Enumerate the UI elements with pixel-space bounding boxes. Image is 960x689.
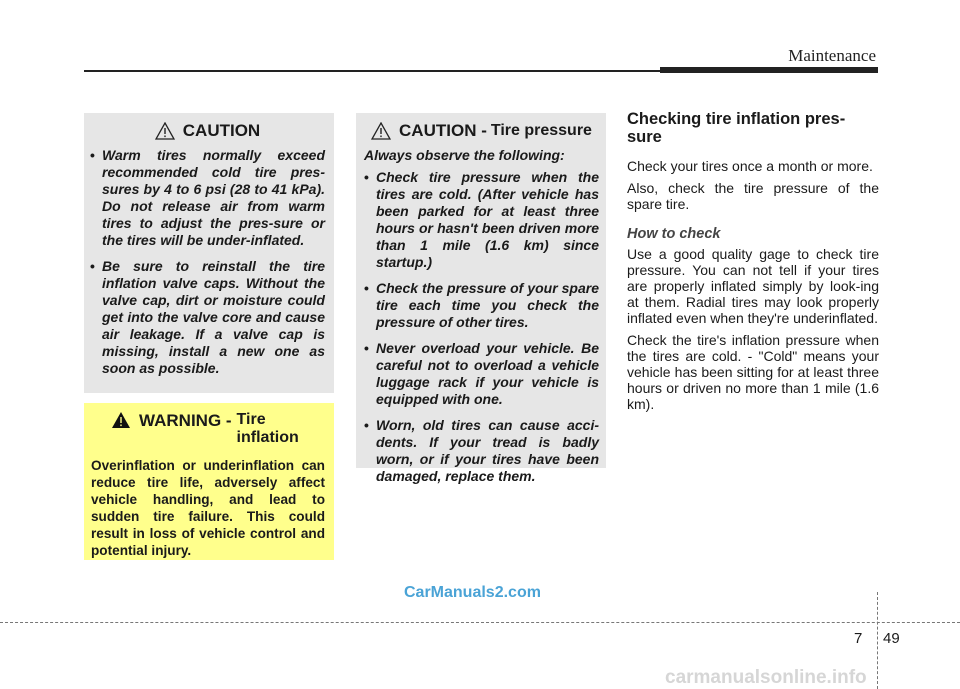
footer-rule	[0, 622, 960, 623]
warning-title-row	[111, 411, 325, 447]
right-column	[627, 110, 879, 418]
caution-title: CAUTION -	[399, 121, 487, 140]
warning-triangle-outline-icon	[371, 122, 391, 140]
paragraph: Use a good quality gage to check tire pressure. You can not tell if your tires are properly inflated simply by look-ing at them. Radial tires may look properly inflated even when they're underinflated.	[627, 246, 879, 326]
header-rule	[84, 70, 660, 72]
list-item: • Check tire pressure when the tires are cold. (After vehicle has been parked for at least three hours or hasn't been driven more than 1 mile (1.6 km) since startup.)	[364, 169, 599, 271]
caution-title-row	[364, 121, 599, 141]
warning-triangle-filled-icon	[111, 411, 131, 429]
caution-tire-pressure-box	[356, 113, 606, 484]
subheading: How to check	[627, 226, 721, 242]
caution-box	[84, 113, 334, 393]
page-number: 49	[883, 630, 900, 647]
warning-subtitle: Tire inflation	[236, 411, 299, 446]
warning-box	[84, 403, 334, 560]
section-heading: Checking tire inflation pres-sure	[627, 110, 846, 146]
caution-title: CAUTION	[182, 121, 261, 140]
list-item: • Worn, old tires can cause acci-dents. If your tread is badly worn, or if your tires have been damaged, replace them.	[364, 417, 599, 485]
list-item: • Warm tires normally exceed recommended cold tire pres-sures by 4 to 6 psi (28 to 41 kPa). Do not release air from warm tires to adjust the pres-sure or the tires will be under-inflated.	[90, 147, 325, 249]
caution-subtitle: Tire pressure	[490, 122, 592, 139]
warning-body: Overinflation or underinflation can reduce tire life, adversely affect vehicle handling, and lead to sudden tire failure. This could result in loss of vehicle control and potential injury.	[91, 458, 325, 558]
list-item: • Never overload your vehicle. Be careful not to overload a vehicle luggage rack if your vehicle is equipped with one.	[364, 340, 599, 408]
paragraph: Also, check the tire pressure of the spare tire.	[627, 180, 879, 212]
caution-list	[90, 147, 325, 377]
paragraph: Check the tire's inflation pressure when the tires are cold. - "Cold" means your vehicle has been sitting for at least three hours or driven no more than 1 mile (1.6 km).	[627, 332, 879, 412]
warning-title: WARNING -	[139, 411, 232, 430]
caution-list	[364, 169, 599, 485]
paragraph: Check your tires once a month or more.	[627, 158, 873, 174]
caution-intro: Always observe the following:	[364, 147, 565, 163]
caution-title-row	[90, 121, 325, 141]
section-title: Maintenance	[788, 46, 876, 65]
watermark-link[interactable]: CarManuals2.com	[404, 584, 541, 601]
header-rule-thick	[660, 67, 878, 73]
footer-divider	[877, 592, 878, 689]
warning-triangle-outline-icon	[155, 122, 175, 140]
chapter-number: 7	[854, 630, 863, 647]
list-item: • Be sure to reinstall the tire inflation valve caps. Without the valve cap, dirt or moisture could get into the valve core and cause air leakage. If a valve cap is missing, install a new one as soon as possible.	[90, 258, 325, 377]
footer-site-watermark: carmanualsonline.info	[665, 667, 867, 688]
list-item: • Check the pressure of your spare tire each time you check the pressure of other tires.	[364, 280, 599, 331]
